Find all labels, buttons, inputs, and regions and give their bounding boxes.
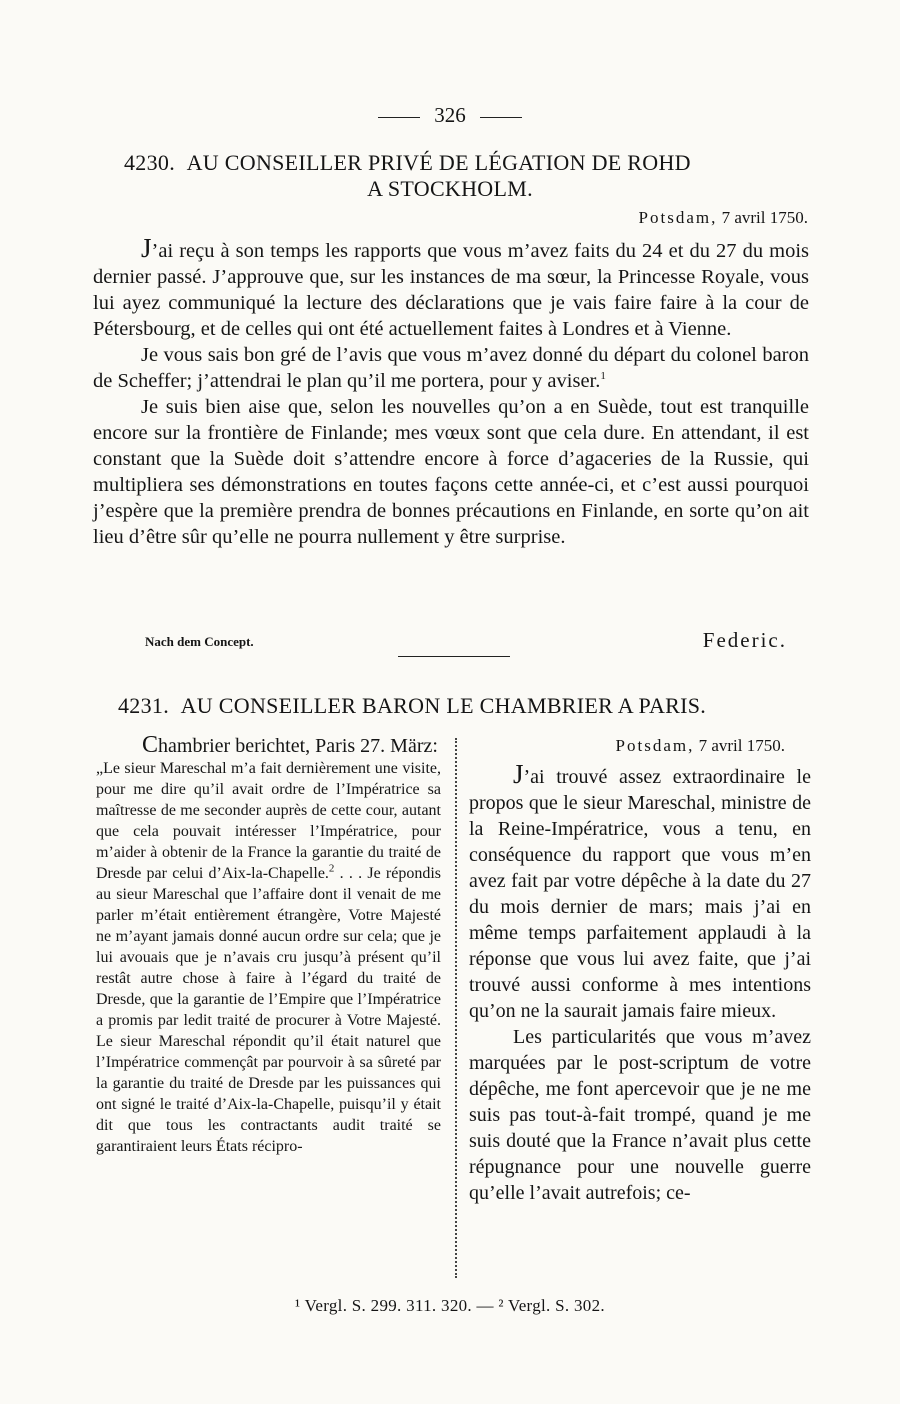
letter-4231-title: AU CONSEILLER BARON LE CHAMBRIER A PARIS. [180, 693, 707, 718]
letter-4230-title-line1: AU CONSEILLER PRIVÉ DE LÉGATION DE ROHD [186, 150, 691, 175]
letter-4230-paragraph-1 [93, 235, 809, 342]
letter-4230-body [93, 235, 809, 550]
report-lead [96, 732, 441, 758]
letter-4230-date: 7 avril 1750. [721, 208, 808, 227]
report-lead-text: hambrier berichtet, Paris 27. März: [158, 735, 438, 757]
letter-4231-report-column [96, 732, 441, 1157]
letter-4230-initial: J [141, 233, 152, 263]
letter-4231-date: 7 avril 1750. [698, 736, 785, 755]
letter-divider [398, 656, 510, 657]
page-number-header [0, 103, 900, 128]
letter-4231-heading [118, 693, 706, 719]
reply-paragraph-2: Les particularités que vous m’avez marquées par le post-scriptum de votre dépêche, me font apercevoir que je ne me suis pas tout-à-fait trompé, quand je me suis douté que la France n’avait plus cette répugnance pour une nouvelle guerre qu’elle l’avait autrefois; ce- [469, 1026, 811, 1204]
letter-4231-place: Potsdam, [615, 736, 695, 755]
letter-4230-title-line2: A STOCKHOLM. [367, 176, 533, 201]
report-text [96, 758, 441, 1157]
reply-paragraph-1-text: ’ai trouvé assez extraordinaire le propos que le sieur Mareschal, ministre de la Reine-Impératrice, vous a tenu, en conséquence du rapport que vous m’en avez fait par votre dépêche à la date du 27 du mois dernier de mars; mais j’ai en même temps parfaitement applaudi à la réponse que vous lui avez faite, que j’ai trouvé aussi conforme à mes intentions qu’on ne la saurait jamais faire mieux. [469, 766, 811, 1022]
letter-4230-paragraph-1-text: ’ai reçu à son temps les rapports que vous m’avez faits du 24 et du 27 du mois dernier passé. J’approuve que, sur les instances de ma sœur, la Princesse Royale, vous lui ayez communiqué la lecture des déclarations que je vais faire faire à la cour de Pétersbourg, et de celles qui ont été actuellement faites à Londres et à Vienne. [93, 240, 809, 340]
letter-4231-dateline [616, 736, 785, 756]
reply-paragraph-1 [469, 761, 811, 1024]
letter-4231-number: 4231. [118, 693, 169, 718]
letter-4230-dateline [639, 208, 808, 228]
header-rule-left [378, 117, 420, 118]
letter-4230-paragraph-3: Je suis bien aise que, selon les nouvelles qu’on a en Suède, tout est tranquille encore sur la frontière de Finlande; mes vœux sont que cela dure. En attendant, il est constant que la Suède doit s’attendre encore à force d’agaceries de la Russie, qui multipliera ses démonstrations en toutes façons cette année-ci, et c’est aussi pourquoi j’espère que la première prendra de bonnes précautions en Finlande, en sorte qu’on ait lieu d’être sûr qu’elle ne pourra nullement y être surprise. [93, 396, 809, 548]
letter-4230-heading [124, 150, 691, 176]
report-text-b: . . . Je répondis au sieur Mareschal que l’affaire dont il venait de me parler m’était entièrement étrangère, Votre Majesté ne m’ayant jamais donné aucun ordre sur cela; que je lui avouais que je n’avais cru jusqu’à présent qu’il restât autre chose à faire à l’égard du traité de Dresde, que la garantie de l’Empire que l’Impératrice a promis par ledit traité de procurer à Votre Majesté. Le sieur Mareschal répondit qu’il était naturel que l’Impératrice commençât par pourvoir à sa sûreté par la garantie du traité de Dresde par les puissances qui ont signé le traité d’Aix-la-Chapelle, puisqu’il y était dit que tous les contractants audit traité se garantiraient leurs États récipro- [96, 865, 441, 1155]
letter-4230-number: 4230. [124, 150, 175, 175]
footnote-ref-2: 2 [328, 862, 335, 875]
report-initial: C [142, 732, 159, 758]
letter-4230-signature: Federic. [702, 628, 787, 652]
letter-4230-paragraph-2 [93, 342, 809, 394]
page-number: 326 [434, 103, 466, 127]
column-divider [455, 738, 457, 1278]
letter-4230-source: Nach dem Concept. [145, 634, 254, 649]
reply-initial: J [513, 759, 524, 789]
letter-4230-place: Potsdam, [638, 208, 718, 227]
report-text-a: „Le sieur Mareschal m’a fait dernièrement une visite, pour me dire qu’il avait ordre de l’Impératrice sa maîtresse de me seconder auprès de cette cour, autant que cela pouvait intéresser l’Impératrice, pour m’aider à obtenir de la France la garantie du traité de Dresde par celui d’Aix-la-Chapelle. [96, 760, 441, 882]
footnote-ref-1: 1 [600, 370, 606, 383]
letter-4230-paragraph-2-text: Je vous sais bon gré de l’avis que vous m’avez donné du départ du colonel baron de Scheffer; j’attendrai le plan qu’il me portera, pour y aviser. [93, 344, 809, 392]
letter-4231-reply-column [469, 761, 811, 1206]
footnotes: ¹ Vergl. S. 299. 311. 320. — ² Vergl. S. 302. [295, 1296, 605, 1315]
header-rule-right [480, 117, 522, 118]
